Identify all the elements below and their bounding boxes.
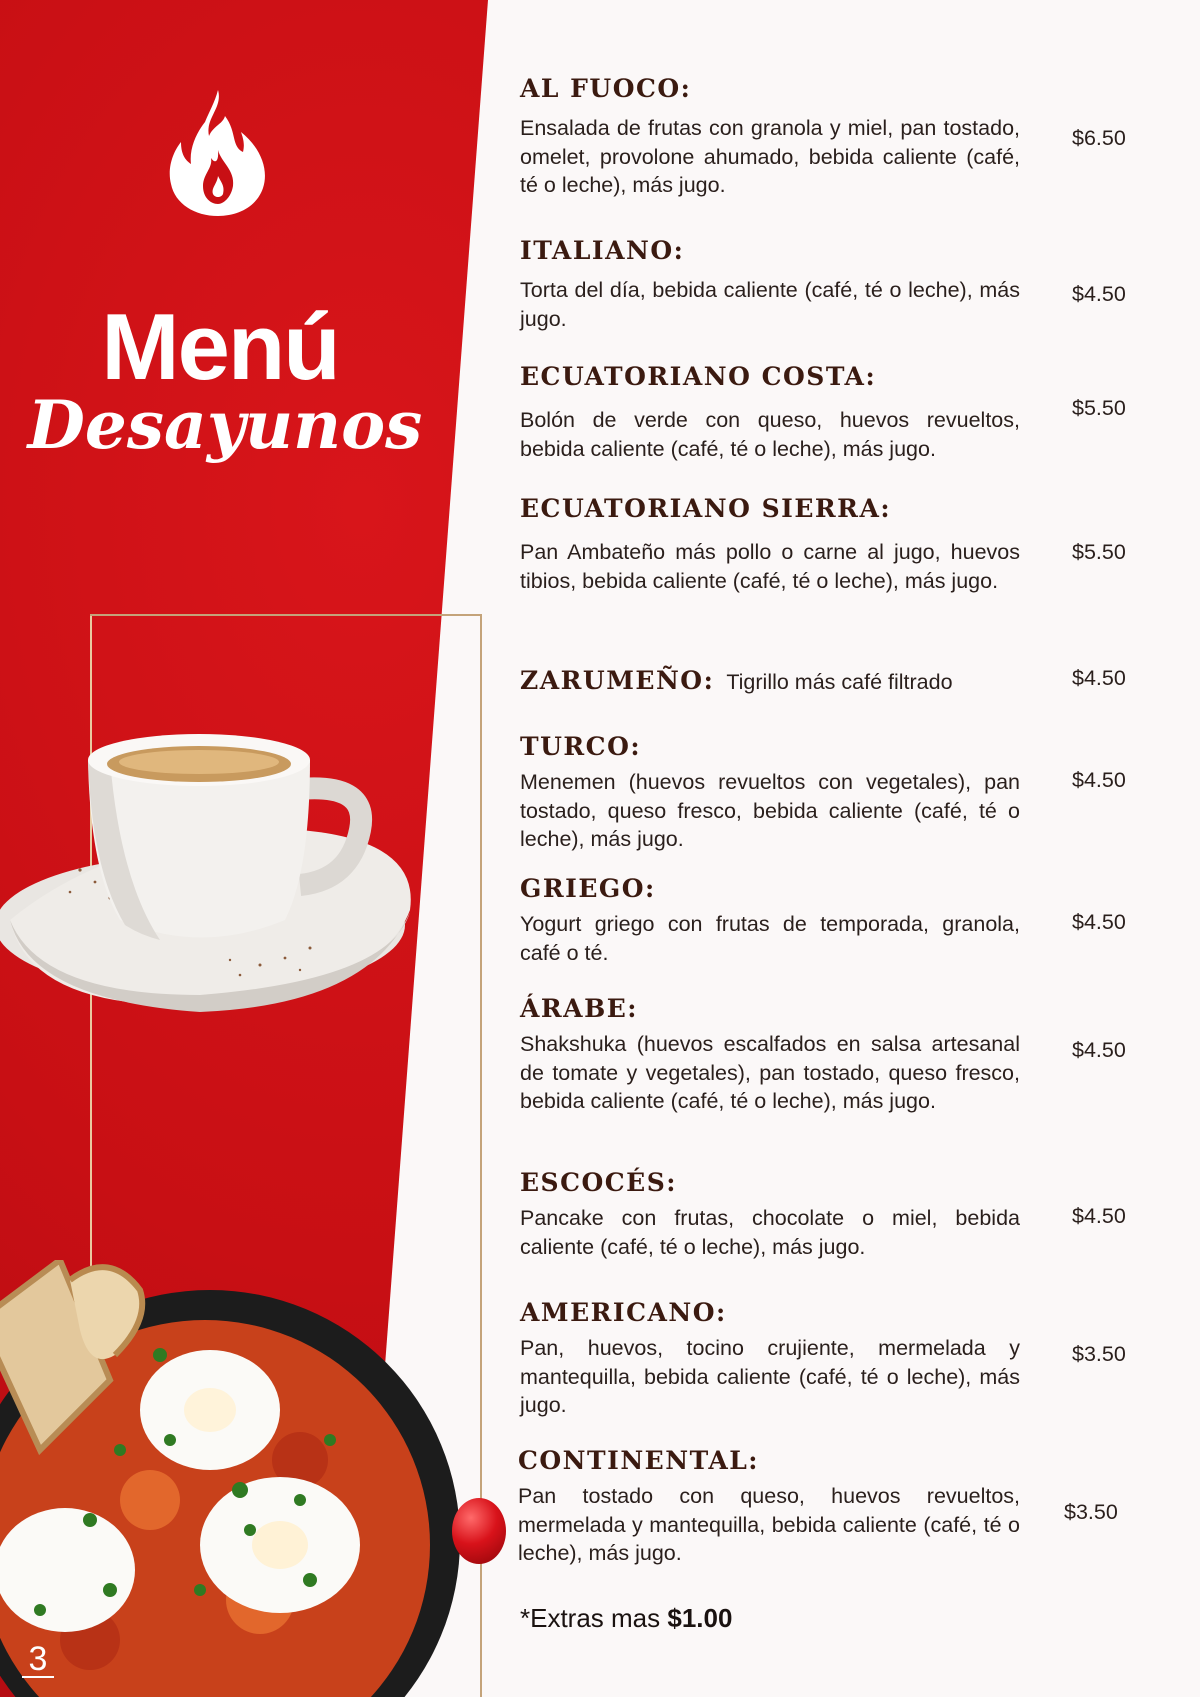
frame-line-top bbox=[90, 614, 482, 616]
item-price: $5.50 bbox=[1072, 396, 1126, 420]
item-price: $6.50 bbox=[1072, 126, 1126, 150]
item-description: Pan tostado con queso, huevos revueltos, mermelada y mantequilla, bebida caliente (café, té o leche), más jugo. bbox=[518, 1484, 1020, 1565]
item-description: Bolón de verde con queso, huevos revueltos, bebida caliente (café, té o leche), más jugo. bbox=[520, 408, 1020, 461]
item-name: AL FUOCO: bbox=[520, 74, 692, 103]
item-name: CONTINENTAL: bbox=[518, 1446, 760, 1475]
item-name: ECUATORIANO SIERRA: bbox=[520, 494, 892, 523]
menu-item-ecuatoriano-costa bbox=[520, 362, 1140, 463]
item-name: GRIEGO: bbox=[520, 874, 656, 903]
item-name: ESCOCÉS: bbox=[520, 1168, 678, 1197]
menu-item-arabe bbox=[520, 994, 1140, 1116]
item-price: $3.50 bbox=[1064, 1500, 1118, 1524]
item-description: Menemen (huevos revueltos con vegetales), pan tostado, queso fresco, bebida caliente (café, té o leche), más jugo. bbox=[520, 770, 1020, 851]
item-price: $4.50 bbox=[1072, 666, 1126, 690]
item-name: ZARUMEÑO: bbox=[520, 666, 715, 695]
menu-item-italiano bbox=[520, 236, 1140, 333]
item-description: Shakshuka (huevos escalfados en salsa artesanal de tomate y vegetales), pan tostado, queso fresco, bebida caliente (café, té o leche), más jugo. bbox=[520, 1032, 1020, 1113]
extras-amount: $1.00 bbox=[667, 1603, 733, 1633]
item-description: Tigrillo más café filtrado bbox=[726, 670, 953, 694]
item-price: $4.50 bbox=[1072, 768, 1126, 792]
menu-item-americano bbox=[520, 1298, 1140, 1420]
item-description: Pan, huevos, tocino crujiente, mermelada y mantequilla, bebida caliente (café, té o leche), más jugo. bbox=[520, 1336, 1020, 1417]
item-name: ÁRABE: bbox=[520, 994, 638, 1023]
item-name: ITALIANO: bbox=[520, 236, 685, 265]
item-price: $4.50 bbox=[1072, 1204, 1126, 1228]
page-subtitle: Desayunos bbox=[27, 386, 423, 464]
item-description: Yogurt griego con frutas de temporada, granola, café o té. bbox=[520, 912, 1020, 965]
menu-item-griego bbox=[520, 874, 1140, 967]
menu-item-continental bbox=[518, 1446, 1138, 1568]
item-price: $5.50 bbox=[1072, 540, 1126, 564]
shakshuka-pan-image bbox=[0, 1260, 470, 1697]
page-number: 3 bbox=[22, 1642, 54, 1678]
item-price: $4.50 bbox=[1072, 282, 1126, 306]
menu-item-ecuatoriano-sierra bbox=[520, 494, 1140, 595]
item-name: ECUATORIANO COSTA: bbox=[520, 362, 877, 391]
tomato-decoration bbox=[452, 1498, 506, 1564]
extras-label: *Extras mas bbox=[520, 1603, 668, 1633]
item-description: Pancake con frutas, chocolate o miel, bebida caliente (café, té o leche), más jugo. bbox=[520, 1206, 1020, 1259]
item-name: TURCO: bbox=[520, 732, 642, 761]
menu-item-zarumeno bbox=[520, 666, 1140, 696]
coffee-cup-image bbox=[0, 720, 420, 1020]
extras-note bbox=[520, 1603, 732, 1634]
item-price: $3.50 bbox=[1072, 1342, 1126, 1366]
page-title: Menú bbox=[101, 294, 339, 399]
item-price: $4.50 bbox=[1072, 1038, 1126, 1062]
menu-item-escoces bbox=[520, 1168, 1140, 1261]
item-description: Pan Ambateño más pollo o carne al jugo, huevos tibios, bebida caliente (café, té o leche), más jugo. bbox=[520, 540, 1020, 593]
menu-item-al-fuoco bbox=[520, 74, 1140, 200]
menu-item-turco bbox=[520, 732, 1140, 854]
item-price: $4.50 bbox=[1072, 910, 1126, 934]
item-description: Ensalada de frutas con granola y miel, pan tostado, omelet, provolone ahumado, bebida caliente (café, té o leche), más jugo. bbox=[520, 116, 1020, 197]
flame-logo-icon bbox=[165, 88, 271, 216]
item-description: Torta del día, bebida caliente (café, té o leche), más jugo. bbox=[520, 278, 1020, 331]
item-name: AMERICANO: bbox=[520, 1298, 727, 1327]
